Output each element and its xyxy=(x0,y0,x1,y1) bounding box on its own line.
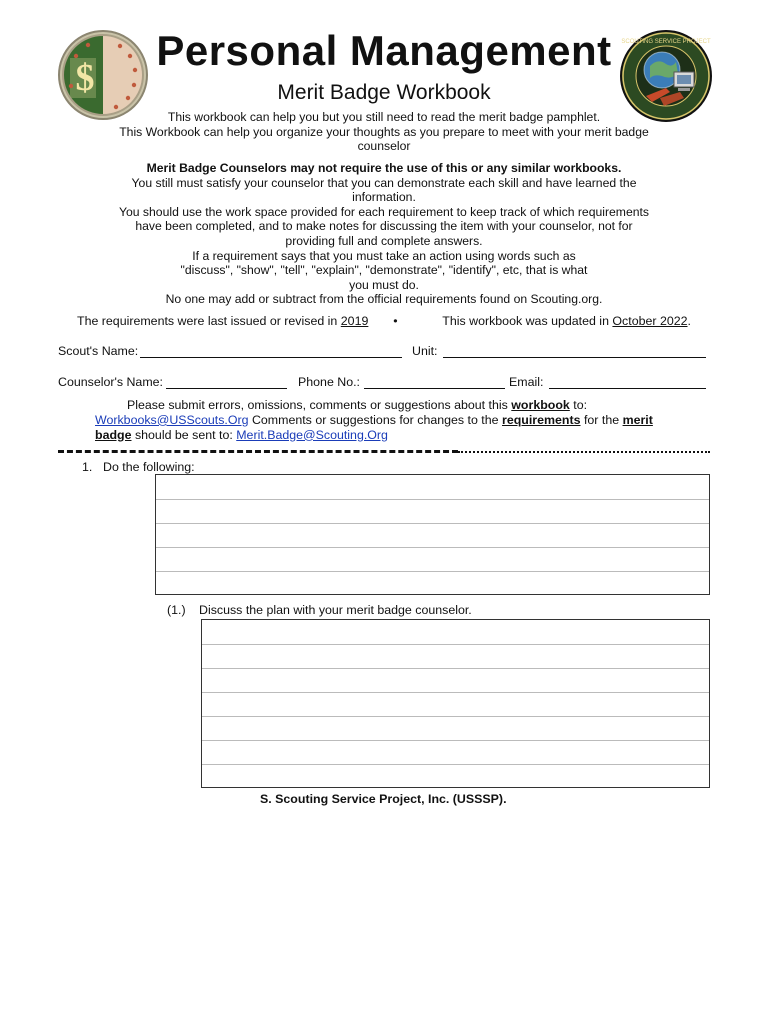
page-subtitle: Merit Badge Workbook xyxy=(277,81,491,104)
footer-credit: S. Scouting Service Project, Inc. (USSSP). xyxy=(260,792,507,806)
unit-field[interactable] xyxy=(443,357,706,358)
intro-line: providing full and complete answers. xyxy=(285,233,483,248)
section-divider-dotted xyxy=(458,451,710,453)
intro-line: This workbook can help you but you still need to read the merit badge pamphlet. xyxy=(167,110,601,124)
feedback-paragraph: Please submit errors, omissions, comments or suggestions about this workbook to: Workbooks@USScouts.Org Comments or suggestions for changes to the requirements for the merit badge should be sent to: Merit.Badge@Scouting.Org xyxy=(95,398,653,442)
intro-line: information. xyxy=(352,190,416,205)
issued-year: 2019 xyxy=(340,314,369,328)
intro-line: If a requirement says that you must take an action using words such as xyxy=(192,248,576,263)
intro-line: have been completed, and to make notes for discussing the item with your counselor, not for xyxy=(135,219,633,234)
intro-line: No one may add or subtract from the official requirements found on Scouting.org. xyxy=(165,292,603,307)
notice-block xyxy=(100,161,668,307)
unit-label: Unit: xyxy=(412,344,438,358)
section-divider xyxy=(58,450,458,453)
scout-name-label: Scout's Name: xyxy=(58,344,139,358)
intro-line: "discuss", "show", "tell", "explain", "demonstrate", "identify", etc, that is what xyxy=(180,263,588,278)
subrequirement-text: Discuss the plan with your merit badge counselor. xyxy=(199,603,472,617)
page-title: Personal Management xyxy=(156,27,612,74)
email-field[interactable] xyxy=(549,388,706,389)
requirement-text: Do the following: xyxy=(103,460,195,474)
answer-box-2[interactable] xyxy=(201,619,710,788)
updated-date: October 2022 xyxy=(612,314,688,328)
counselor-name-field[interactable] xyxy=(166,388,287,389)
updated-label: This workbook was updated in xyxy=(442,314,609,328)
email-label: Email: xyxy=(509,375,544,389)
scout-name-field[interactable] xyxy=(140,357,402,358)
counselor-warning: Merit Badge Counselors may not require the use of this or any similar workbooks. xyxy=(146,161,622,175)
logo-ring-text: SCOUTING SERVICE PROJECT xyxy=(621,39,711,45)
answer-box-1[interactable] xyxy=(155,474,710,595)
phone-label: Phone No.: xyxy=(298,375,360,389)
counselor-name-label: Counselor's Name: xyxy=(58,375,163,389)
bullet: • xyxy=(393,314,398,328)
intro-line: You still must satisfy your counselor that you can demonstrate each skill and have learned the xyxy=(131,175,637,190)
intro-line: you must do. xyxy=(349,277,419,292)
merit-badge-email-link[interactable]: Merit.Badge@Scouting.Org xyxy=(236,427,388,442)
requirement-number: 1. xyxy=(82,460,93,474)
intro-line: You should use the work space provided for each requirement to keep track of which requirements xyxy=(118,204,649,219)
workbooks-email-link[interactable]: Workbooks@USScouts.Org xyxy=(95,412,249,427)
phone-field[interactable] xyxy=(364,388,505,389)
intro-block xyxy=(100,110,668,154)
dollar-sign-icon: $ xyxy=(75,57,95,99)
intro-line: This Workbook can help you organize your thoughts as you prepare to meet with your merit badge xyxy=(119,124,649,139)
subrequirement-number: (1.) xyxy=(167,603,186,617)
intro-line: counselor xyxy=(357,139,411,154)
revision-line: The requirements were last issued or revised in 2019 • This workbook was updated in October 2022. xyxy=(77,314,691,328)
issued-label: The requirements were last issued or revised in xyxy=(77,314,338,328)
